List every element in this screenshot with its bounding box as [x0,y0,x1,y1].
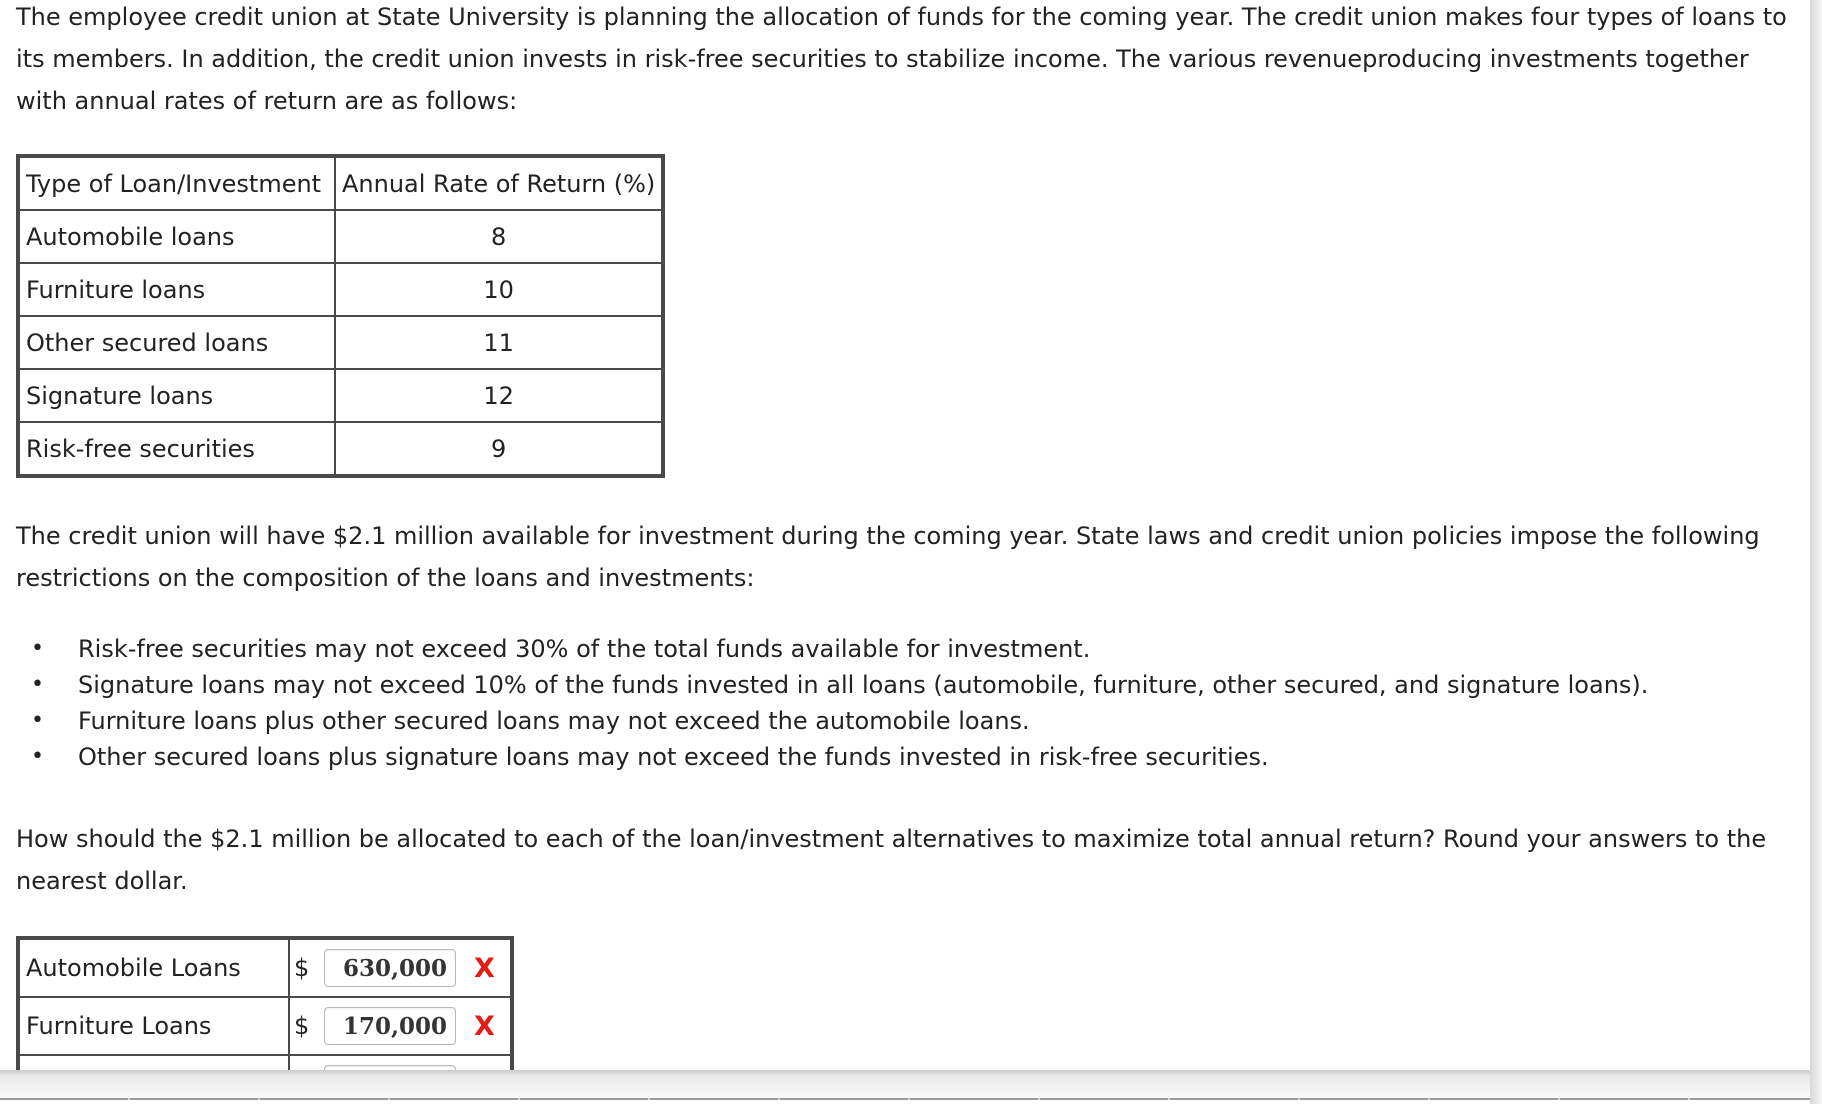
table-row [19,369,662,422]
bullet-icon: • [31,636,44,661]
list-item [0,667,1800,703]
returns-table-header [19,157,662,210]
row-rate: 12 [335,369,662,422]
bottom-ruler [0,1098,1810,1100]
table-row [19,316,662,369]
answer-cell-partial [289,1055,511,1070]
incorrect-x-icon: X [474,1010,495,1042]
bullet-icon: • [31,708,44,733]
question-paragraph: How should the $2.1 million be allocated to each of the loan/investment alternatives to maximize total annual return? Round your answers to the nearest dollar. [16,825,1767,895]
bullet-icon: • [31,744,44,769]
answer-label-partial [19,1055,289,1070]
funds-paragraph: The credit union will have $2.1 million available for investment during the coming year. State laws and credit union policies impose the following restrictions on the composition of the loans and investments: [16,522,1760,592]
row-rate: 9 [335,422,662,475]
header-rate: Annual Rate of Return (%) [335,157,662,210]
answer-cell [289,939,511,997]
currency-symbol: $ [294,954,310,982]
answer-table [16,936,514,1070]
window-right-edge [1810,0,1822,1104]
returns-table [16,154,665,478]
table-row [19,263,662,316]
intro-paragraph: The employee credit union at State University is planning the allocation of funds for the coming year. The credit union makes four types of loans to its members. In addition, the credit union invests in risk-free securities to stabilize income. The various revenueproducing investments together with annual rates of return are as follows: [16,3,1787,115]
answer-label: Furniture Loans [19,997,289,1055]
automobile-loans-input[interactable] [324,949,456,987]
row-type: Furniture loans [19,263,335,316]
row-type: Other secured loans [19,316,335,369]
row-type: Signature loans [19,369,335,422]
row-rate: 8 [335,210,662,263]
list-item [0,703,1800,739]
row-type: Automobile loans [19,210,335,263]
restrictions-list [0,631,1800,775]
answer-label: Automobile Loans [19,939,289,997]
answer-row [19,997,511,1055]
furniture-loans-input[interactable] [324,1007,456,1045]
row-rate: 10 [335,263,662,316]
table-row [19,422,662,475]
list-item [0,631,1800,667]
answer-row-partial [19,1055,511,1070]
bullet-icon: • [31,672,44,697]
answer-row [19,939,511,997]
row-type: Risk-free securities [19,422,335,475]
list-item [0,739,1800,775]
header-type: Type of Loan/Investment [19,157,335,210]
row-rate: 11 [335,316,662,369]
restriction-text: Other secured loans plus signature loans may not exceed the funds invested in risk-free securities. [78,743,1269,771]
answer-cell [289,997,511,1055]
restriction-text: Furniture loans plus other secured loans may not exceed the automobile loans. [78,707,1030,735]
currency-symbol: $ [294,1012,310,1040]
incorrect-x-icon: X [474,952,495,984]
restriction-text: Risk-free securities may not exceed 30% of the total funds available for investment. [78,635,1091,663]
table-row [19,210,662,263]
restriction-text: Signature loans may not exceed 10% of the funds invested in all loans (automobile, furniture, other secured, and signature loans). [78,671,1649,699]
